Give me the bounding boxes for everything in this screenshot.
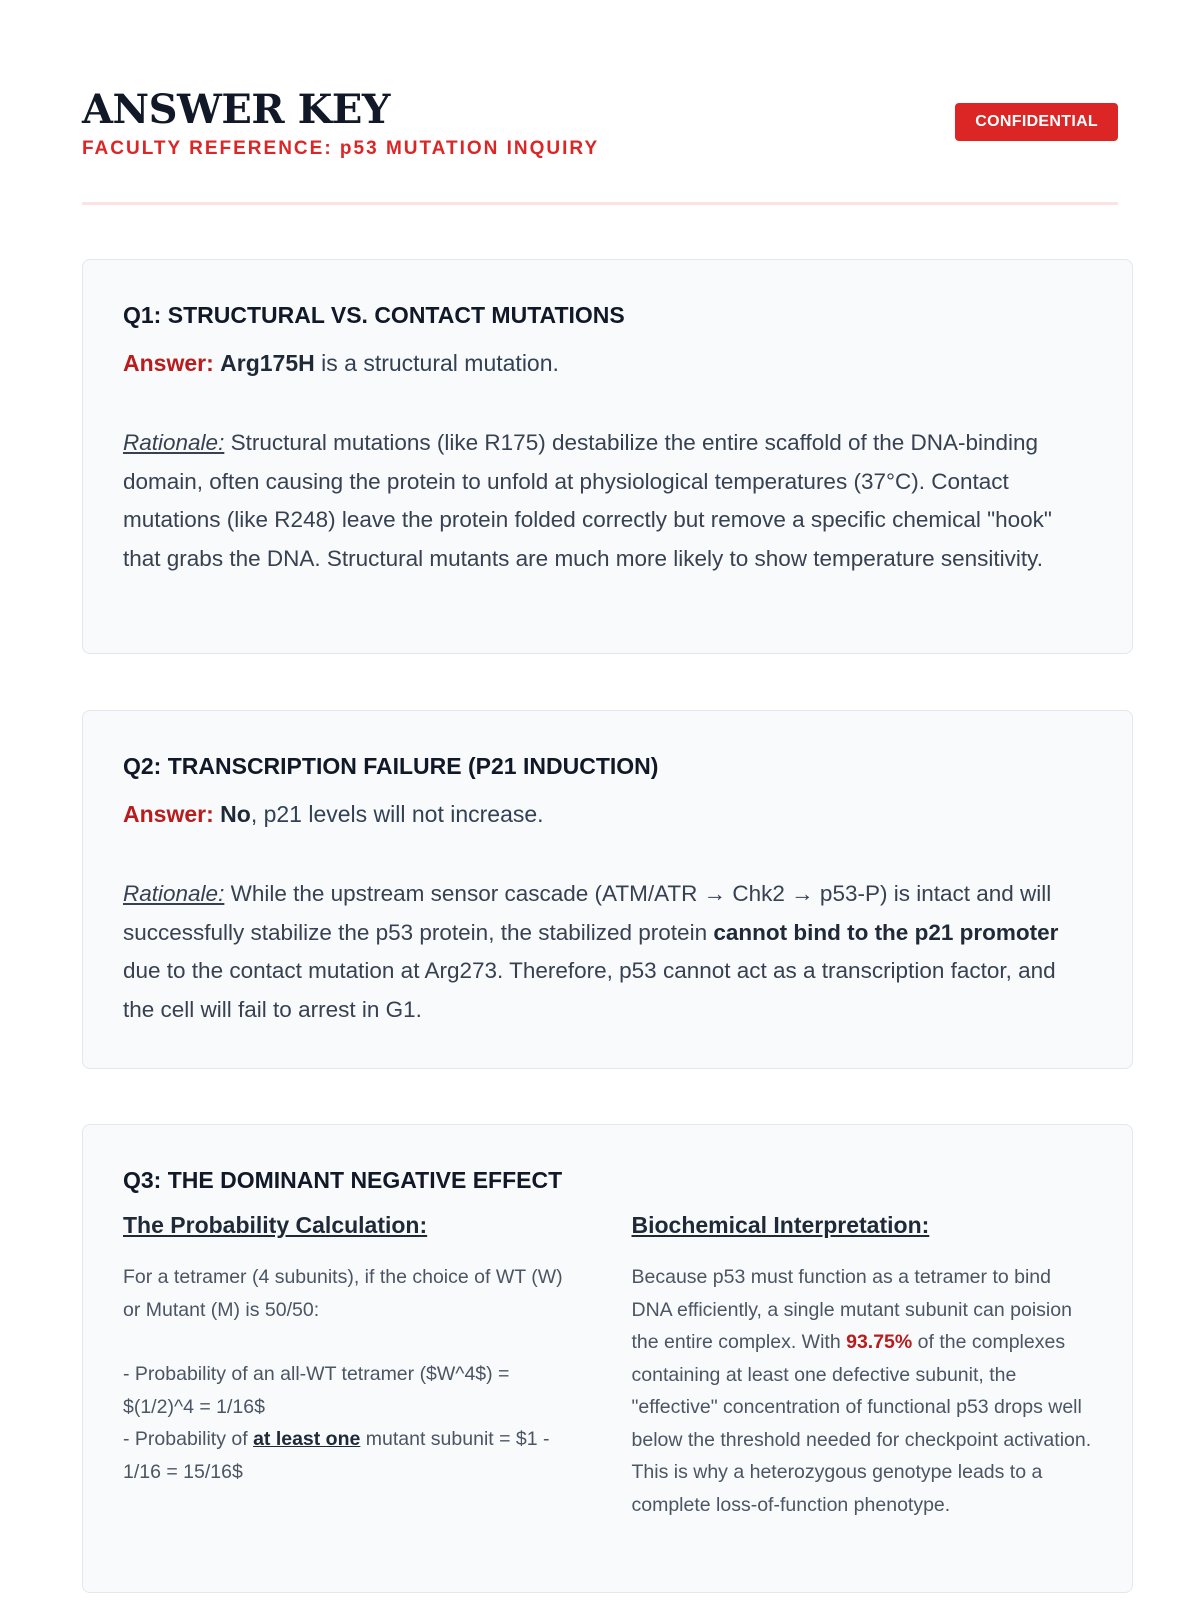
q3-left-line2-pre: - Probability of [123, 1428, 254, 1450]
q3-left-body [123, 1261, 584, 1488]
q3-right-highlight: 93.75% [846, 1331, 913, 1353]
q3-left-heading: The Probability Calculation: [123, 1212, 428, 1238]
q2-answer-rest: , p21 levels will not increase. [250, 801, 544, 827]
q2-rationale-bold: cannot bind to the p21 promoter [713, 919, 1059, 945]
header [82, 0, 1118, 205]
q1-answer [123, 348, 1092, 378]
q2-title: Q2: TRANSCRIPTION FAILURE (P21 INDUCTION) [123, 753, 659, 779]
q2-rationale-text-1: While the upstream sensor cascade (ATM/ATR → Chk2 → p53-P) is intact and will successfully stabilize the p53 protein, the stabilized protein [123, 881, 1052, 945]
question-card-q1 [82, 259, 1133, 654]
q3-left-intro: For a tetramer (4 subunits), if the choice of WT (W) or Mutant (M) is 50/50: [123, 1266, 563, 1321]
question-card-q3 [82, 1124, 1133, 1593]
q3-right-text-1: Because p53 must function as a tetramer to bind DNA efficiently, a single mutant subunit can poision the entire complex. With [631, 1266, 1072, 1353]
q3-left-line1: - Probability of an all-WT tetramer ($W^4$) = $(1/2)^4 = 1/16$ [123, 1363, 510, 1418]
q3-left-line2-bold: at least one [253, 1428, 361, 1450]
q2-answer-label: Answer: [123, 801, 214, 827]
q3-columns [123, 1209, 1092, 1521]
q2-answer [123, 799, 1092, 829]
question-card-q2 [82, 710, 1133, 1069]
q3-right-text-2: of the complexes containing at least one defective subunit, the "effective" concentration of functional p53 drops well below the threshold needed for checkpoint activation. This is why a heterozygous genotype leads to a complete loss-of-function phenotype. [631, 1331, 1092, 1516]
q1-title: Q1: STRUCTURAL VS. CONTACT MUTATIONS [123, 302, 625, 328]
page-title: ANSWER KEY [82, 86, 390, 133]
page-subtitle: FACULTY REFERENCE: p53 MUTATION INQUIRY [82, 138, 600, 159]
q3-right-column [632, 1209, 1093, 1521]
q3-right-body [632, 1261, 1093, 1521]
q2-rationale-label: Rationale: [123, 881, 225, 906]
q3-left-line2 [123, 1423, 584, 1488]
q1-answer-rest: is a structural mutation. [314, 350, 559, 376]
q3-left-column [123, 1209, 584, 1521]
q2-answer-highlight: No [220, 801, 251, 827]
confidential-badge: CONFIDENTIAL [955, 103, 1118, 141]
q1-rationale-label: Rationale: [123, 430, 225, 455]
q1-answer-highlight: Arg175H [220, 350, 315, 376]
q1-answer-label: Answer: [123, 350, 214, 376]
q3-right-heading: Biochemical Interpretation: [631, 1212, 930, 1238]
q1-rationale-text: Structural mutations (like R175) destabilize the entire scaffold of the DNA-binding domain, often causing the protein to unfold at physiological temperatures (37°C). Contact mutations (like R248) leave the protein folded correctly but remove a specific chemical "hook" that grabs the DNA. Structural mutants are much more likely to show temperature sensitivity. [123, 430, 1052, 571]
q2-rationale [123, 875, 1092, 1029]
q2-rationale-text-2: due to the contact mutation at Arg273. Therefore, p53 cannot act as a transcription factor, and the cell will fail to arrest in G1. [123, 958, 1056, 1022]
q3-left-line2-post: mutant subunit = $1 - 1/16 = 15/16$ [123, 1428, 550, 1483]
q3-title: Q3: THE DOMINANT NEGATIVE EFFECT [123, 1167, 563, 1193]
q1-rationale [123, 424, 1092, 578]
